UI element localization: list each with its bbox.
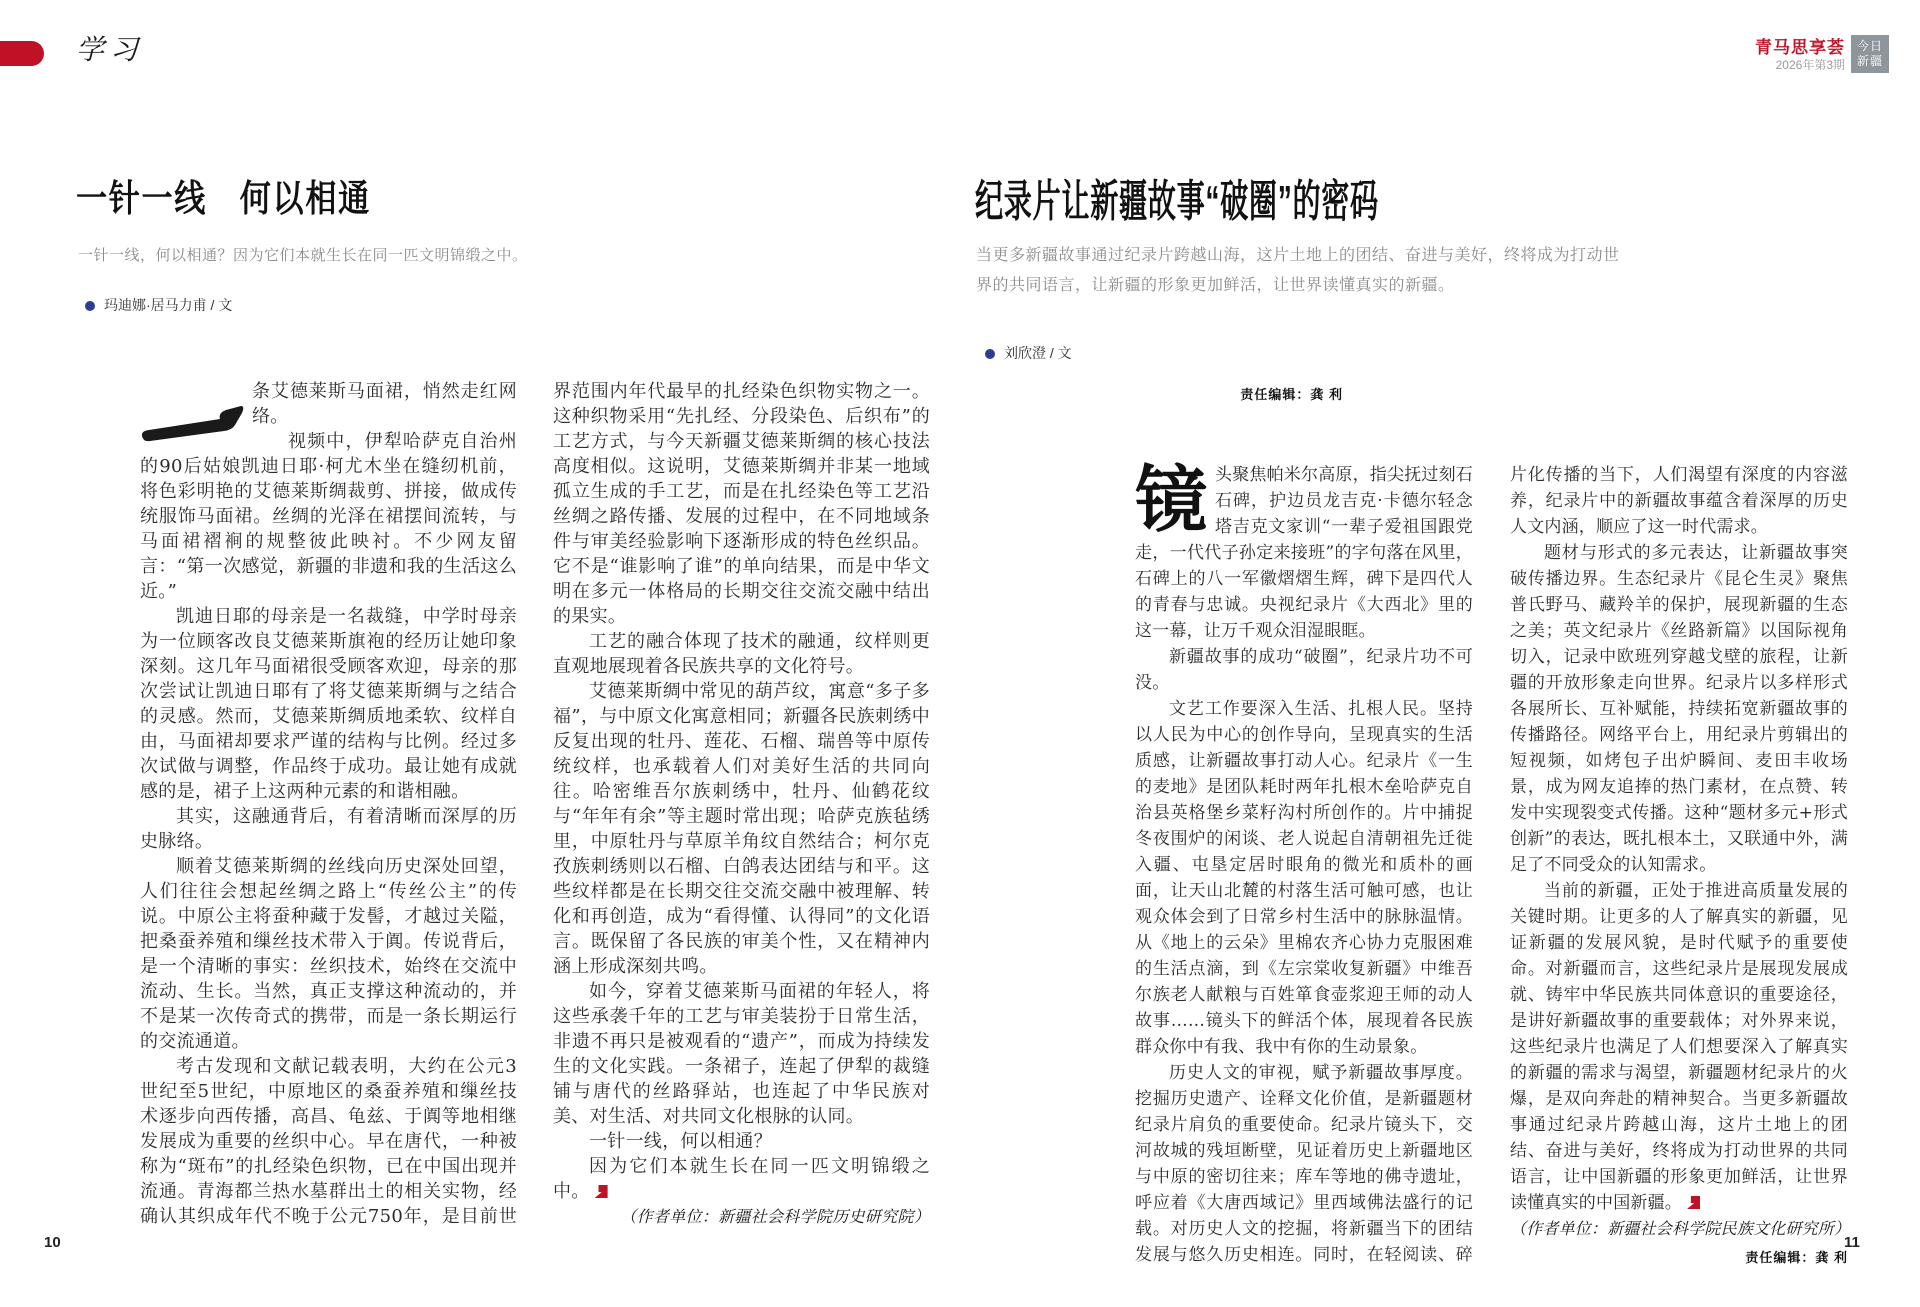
left-editor-line: 责任编辑：龚 利 xyxy=(1240,387,1343,402)
paragraph: 艾德莱斯绸中常见的葫芦纹，寓意“多子多福”，与中原文化寓意相同；新疆各民族刺绣中反复出现的牡丹、莲花、石榴、瑞兽等中原传统纹样，也承载着人们对美好生活的共同向往。哈密维吾尔族刺绣中，牡丹、仙鹤花纹与“年年有余”等主题时常出现；哈萨克族毡绣里，中原牡丹与草原羊角纹自然结合；柯尔克孜族刺绣则以石榴、白鸽表达团结与和平。这些纹样都是在长期交往交流交融中被理解、转化和再创造，成为“看得懂、认得同”的文化语言。既保留了各民族的审美个性，又在精神内涵上形成深刻共鸣。 xyxy=(553,681,930,977)
left-author-line xyxy=(85,295,232,315)
right-author-line xyxy=(985,343,1072,363)
paragraph-text: 头聚焦帕米尔高原，指尖抚过刻石石碑，护边员龙吉克·卡德尔轻念塔吉克文家训“一辈子爱祖国跟党走，一代代子孙定来接班”的字句落在风里，石碑上的八一军徽熠熠生辉，碑下是四代人的青春与忠诚。央视纪录片《大西北》里的这一幕，让万千观众泪湿眼眶。 xyxy=(1135,465,1473,641)
right-article-body xyxy=(1135,457,1851,1280)
badge-line-2: 新疆 xyxy=(1856,54,1883,68)
right-article-title: 纪录片让新疆故事“破圈”的密码 xyxy=(975,177,1379,226)
paragraph xyxy=(553,1154,930,1204)
masthead-badge-logo xyxy=(1851,35,1889,73)
paragraph: 考古发现和文献记载表明，大约在公元3世纪至5世纪，中原地区的桑蚕养殖和缫丝技术逐步向西传播，高昌、龟兹、于阗等地相继发展成为重要的丝织中心。早在唐代，一种被称为“斑布”的扎经染色织物，已在中国出现并流通。青海都兰热水墓群出土的相关实物，经确认其织成年代不晚于公元750年，是目前世界范围内年代最早的扎经染色织物实物之一。这种织物采用“先扎经、分段染色、后织布”的工艺方式，与今天新疆艾德莱斯绸的核心技法高度相似。这说明，艾德莱斯绸并非某一地域孤立生成的手工艺，而是在扎经染色等工艺沿丝绸之路传播、发展的过程中，在不同地域条件与审美经验影响下逐渐形成的特色丝织品。它不是“谁影响了谁”的单向结果，而是中华文明在多元一体格局的长期交往交流交融中结出的果实。 xyxy=(140,381,930,1227)
paragraph xyxy=(1135,457,1473,644)
author-bullet-icon xyxy=(985,349,995,359)
paragraph-text: 条艾德莱斯马面裙，悄然走红网络。 xyxy=(252,381,517,427)
paragraph: 历史人文的审视，赋予新疆故事厚度。挖掘历史遗产、诠释文化价值，是新疆题材纪录片肩负的重要使命。纪录片镜头下，交河故城的残垣断壁，见证着历史上新疆地区与中原的密切往来；库车等地的佛寺遗址，呼应着《大唐西域记》里西域佛法盛行的记载。对历史人文的挖掘，将新疆当下的团结发展与悠久历史相连。同时，在轻阅读、碎片化传播的当下，人们渴望有深度的内容滋养，纪录片中的新疆故事蕴含着深厚的历史人文内涵，顺应了这一时代需求。 xyxy=(1135,465,1848,1265)
masthead-title: 青马思享荟 xyxy=(1755,38,1845,57)
paragraph xyxy=(1510,878,1848,1216)
badge-line-1: 今日 xyxy=(1856,39,1883,53)
paragraph: 一针一线，何以相通？ xyxy=(589,1131,772,1152)
left-article-subtitle: 一针一线，何以相通？因为它们本就生长在同一匹文明锦缎之中。 xyxy=(78,247,528,264)
right-author-unit: （作者单位：新疆社会科学院民族文化研究所） xyxy=(1510,1219,1851,1238)
paragraph-text: 因为它们本就生长在同一匹文明锦缎之中。 xyxy=(553,1156,930,1202)
paragraph: 题材与形式的多元表达，让新疆故事突破传播边界。生态纪录片《昆仑生灵》聚焦普氏野马、藏羚羊的保护，展现新疆的生态之美；英文纪录片《丝路新篇》以国际视角切入，记录中欧班列穿越戈壁的旅程，让新疆的开放形象走向世界。纪录片以多样形式各展所长、互补赋能，持续拓宽新疆故事的传播路径。网络平台上，用纪录片剪辑出的短视频，如烤包子出炉瞬间、麦田丰收场景，成为网友追捧的热门素材，在点赞、转发中实现裂变式传播。这种“题材多元+形式创新”的表达，既扎根本土，又联通中外，满足了不同受众的认知需求。 xyxy=(1510,543,1848,875)
author-bullet-icon xyxy=(85,301,95,311)
paragraph: 顺着艾德莱斯绸的丝线向历史深处回望，人们往往会想起丝绸之路上“传丝公主”的传说。中原公主将蚕种藏于发髻，才越过关隘，把桑蚕养殖和缫丝技术带入于阗。传说背后，是一个清晰的事实：丝织技术，始终在交流中流动、生长。当然，真正支撑这种流动的，并不是某一次传奇式的携带，而是一条长期运行的交流通道。 xyxy=(140,856,517,1052)
page-number-left: 10 xyxy=(44,1234,61,1251)
section-label: 学习 xyxy=(76,33,145,66)
left-article-title: 一针一线 何以相通 xyxy=(76,178,371,219)
drop-cap-jing: 镜 xyxy=(1135,457,1208,542)
paragraph: 视频中，伊犁哈萨克自治州的90后姑娘凯迪日耶·柯尤木坐在缝纫机前，将色彩明艳的艾德莱斯绸裁剪、拼接，做成传统服饰马面裙。丝绸的光泽在裙摆间流转，与马面裙褶裥的规整彼此映衬。不少网友留言：“第一次感觉，新疆的非遗和我的生活这么近。” xyxy=(140,431,517,602)
paragraph: 凯迪日耶的母亲是一名裁缝，中学时母亲为一位顾客改良艾德莱斯旗袍的经历让她印象深刻。这几年马面裙很受顾客欢迎，母亲的那次尝试让凯迪日耶有了将艾德莱斯绸与之结合的灵感。然而，艾德莱斯绸质地柔软、纹样自由，马面裙却要求严谨的结构与比例。经过多次试做与调整，作品终于成功。最让她有成就感的是，裙子上这两种元素的和谐相融。 xyxy=(140,606,517,802)
end-mark-icon xyxy=(595,1185,608,1198)
paragraph xyxy=(140,379,517,429)
right-editor-line: 责任编辑：龚 利 xyxy=(1745,1250,1848,1265)
paragraph: 工艺的融合体现了技术的融通，纹样则更直观地展现着各民族共享的文化符号。 xyxy=(553,631,930,677)
page-number-right: 11 xyxy=(1844,1234,1860,1251)
paragraph: 其实，这融通背后，有着清晰而深厚的历史脉络。 xyxy=(140,806,517,852)
drop-cap-yi-stroke-icon xyxy=(140,379,252,454)
masthead-issue: 2026年第3期 xyxy=(1775,57,1845,72)
paragraph: 文艺工作要深入生活、扎根人民。坚持以人民为中心的创作导向，呈现真实的生活质感，让新疆故事打动人心。纪录片《一生的麦地》是团队耗时两年扎根木垒哈萨克自治县英格堡乡菜籽沟村所创作的。片中捕捉冬夜围炉的闲谈、老人说起自清朝祖先迁徙入疆、屯垦定居时眼角的微光和质朴的画面，让天山北麓的村落生活可触可感，也让观众体会到了日常乡村生活中的脉脉温情。从《地上的云朵》里棉农齐心协力克服困难的生活点滴，到《左宗棠收复新疆》中维吾尔族老人献粮与百姓箪食壶浆迎王师的动人故事……镜头下的鲜活个体，展现着各民族群众你中有我、我中有你的生动景象。 xyxy=(1135,699,1473,1057)
paragraph: 新疆故事的成功“破圈”，纪录片功不可没。 xyxy=(1135,647,1473,693)
section-red-tab xyxy=(0,41,44,66)
right-author-name: 刘欣澄 / 文 xyxy=(1004,345,1072,361)
paragraph: 如今，穿着艾德莱斯马面裙的年轻人，将这些承袭千年的工艺与审美装扮于日常生活，非遗不再只是被观看的“遗产”，而成为持续发生的文化实践。一条裙子，连起了伊犁的裁缝铺与唐代的丝路驿站，也连起了中华民族对美、对生活、对共同文化根脉的认同。 xyxy=(553,981,930,1127)
left-author-name: 玛迪娜·居马力甫 / 文 xyxy=(104,297,233,313)
left-author-unit: （作者单位：新疆社会科学院历史研究院） xyxy=(620,1207,930,1226)
paragraph-text: 当前的新疆，正处于推进高质量发展的关键时期。让更多的人了解真实的新疆，见证新疆的发展风貌，是时代赋予的重要使命。对新疆而言，这些纪录片是展现发展成就、铸牢中华民族共同体意识的重要途径，是讲好新疆故事的重要载体；对外界来说，这些纪录片也满足了人们想要深入了解真实的新疆的需求与渴望，新疆题材纪录片的火爆，是双向奔赴的精神契合。当更多新疆故事通过纪录片跨越山海，这片土地上的团结、奋进与美好，终将成为打动世界的共同语言，让中国新疆的形象更加鲜活，让世界读懂真实的中国新疆。 xyxy=(1510,881,1848,1213)
masthead xyxy=(1640,38,1845,72)
right-article-subtitle: 当更多新疆故事通过纪录片跨越山海，这片土地上的团结、奋进与美好，终将成为打动世界的共同语言，让新疆的形象更加鲜活，让世界读懂真实的新疆。 xyxy=(976,247,1620,294)
end-mark-icon xyxy=(1687,1196,1700,1209)
